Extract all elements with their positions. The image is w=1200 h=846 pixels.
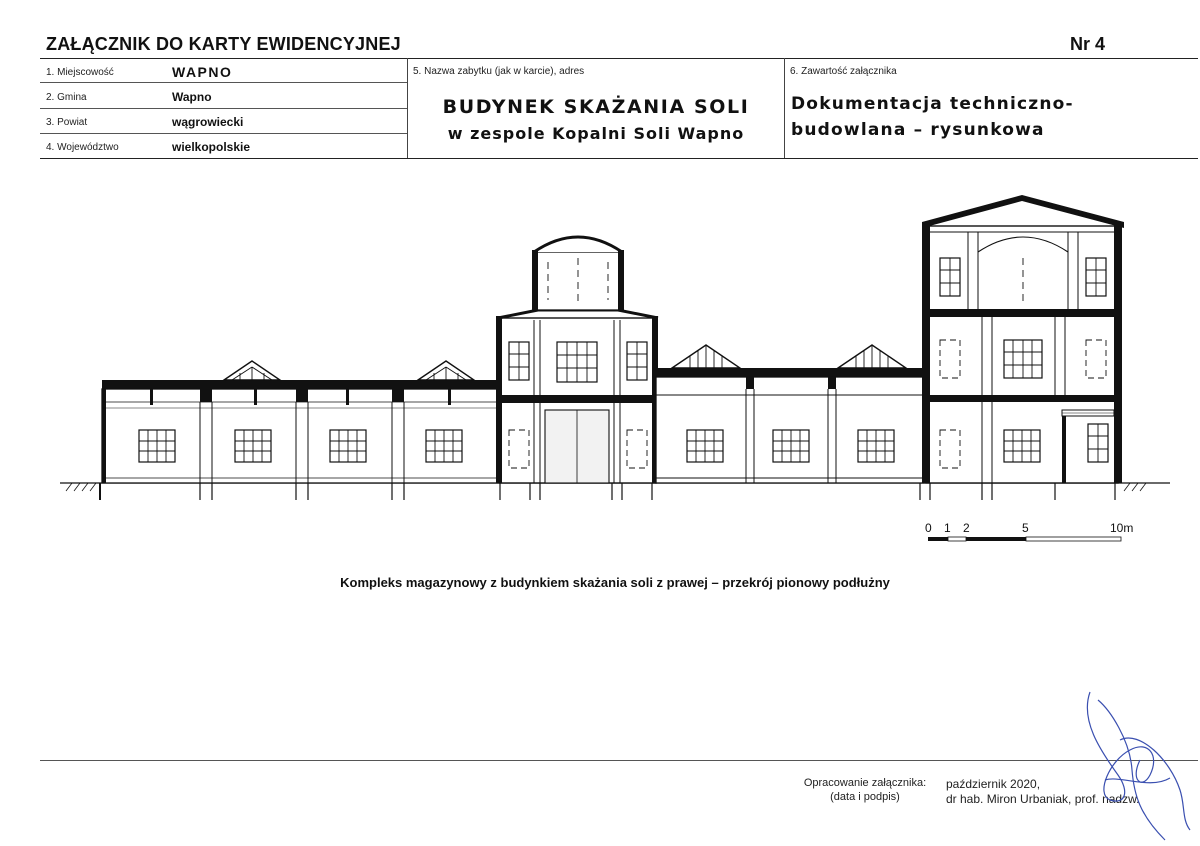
attachment-number: Nr 4: [1070, 34, 1106, 54]
monument-address: w zespole Kopalni Soli Wapno: [447, 124, 745, 143]
salt-denaturing-building: [922, 195, 1124, 483]
contents-line-1: Dokumentacja techniczno-: [791, 94, 1074, 114]
field-label-gmina: 2. Gmina: [46, 92, 87, 103]
central-tower: [496, 237, 658, 483]
field-value-powiat: wągrowiecki: [172, 115, 244, 129]
monument-name: BUDYNEK SKAŻANIA SOLI: [442, 96, 750, 118]
scale-bar: [928, 537, 1121, 541]
scale-label-5: 5: [1022, 521, 1029, 535]
footer-author: dr hab. Miron Urbaniak, prof. nadzw.: [946, 792, 1140, 806]
footer-rule: [40, 760, 1198, 761]
field-value-gmina: Wapno: [172, 90, 212, 104]
right-warehouse-wing: [656, 345, 924, 483]
field-label-wojewodztwo: 4. Województwo: [46, 142, 119, 153]
field-value-miejscowosc: WAPNO: [172, 64, 233, 80]
field-label-zawartosc: 6. Zawartość załącznika: [790, 66, 897, 77]
scale-label-2: 2: [963, 521, 970, 535]
contents-line-2: budowlana – rysunkowa: [791, 120, 1045, 140]
footer-label-2: (data i podpis): [830, 791, 900, 803]
field-label-nazwa: 5. Nazwa zabytku (jak w karcie), adres: [413, 66, 585, 77]
left-warehouse-wing: [102, 361, 500, 483]
footer-label-1: Opracowanie załącznika:: [803, 777, 927, 789]
handwritten-signature: [1070, 680, 1200, 846]
ground-line: [60, 483, 1170, 500]
scale-label-10m: 10m: [1110, 521, 1134, 535]
scale-label-0: 0: [925, 521, 932, 535]
drawing-caption: Kompleks magazynowy z budynkiem skażania soli z prawej – przekrój pionowy podłużny: [340, 575, 890, 590]
field-value-wojewodztwo: wielkopolskie: [172, 140, 251, 154]
scale-label-1: 1: [944, 521, 951, 535]
footer-date: październik 2020,: [946, 777, 1041, 791]
document-title: ZAŁĄCZNIK DO KARTY EWIDENCYJNEJ: [46, 34, 401, 54]
field-label-miejscowosc: 1. Miejscowość: [46, 67, 114, 78]
field-label-powiat: 3. Powiat: [46, 117, 88, 128]
